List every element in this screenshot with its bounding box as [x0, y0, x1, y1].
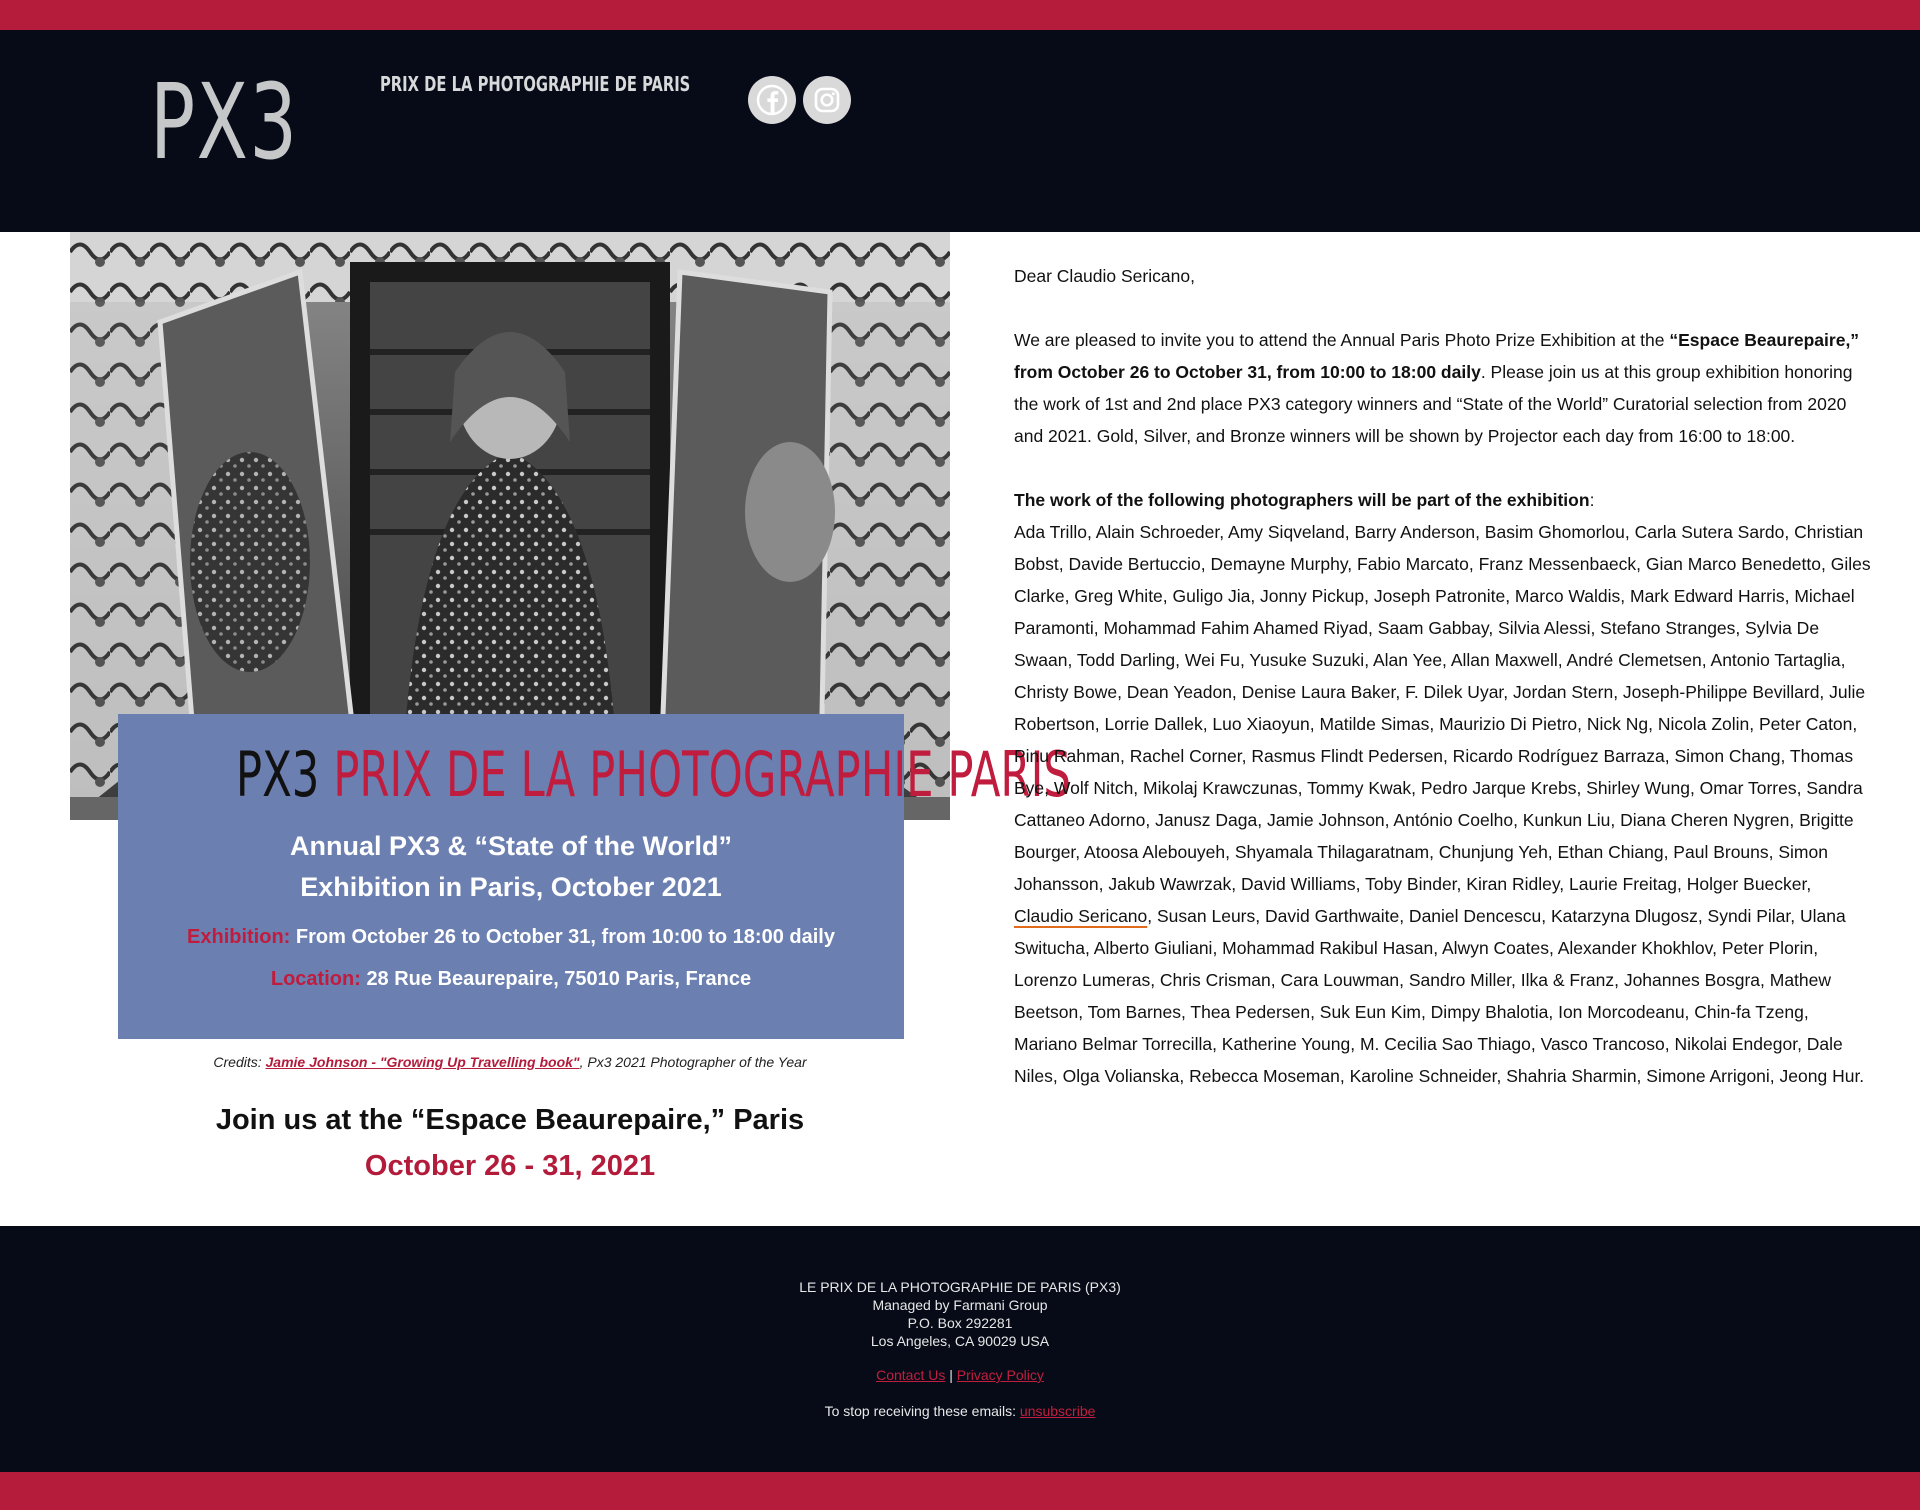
letter-greeting: Dear Claudio Sericano,	[1014, 266, 1195, 286]
footer-address	[0, 1278, 1920, 1350]
exhibition-label: Exhibition:	[187, 926, 291, 948]
instagram-icon[interactable]	[803, 76, 851, 124]
intro-before: We are pleased to invite you to attend the Annual Paris Photo Prize Exhibition at the	[1014, 330, 1670, 350]
footer-managed-by: Managed by Farmani Group	[872, 1297, 1048, 1313]
banner-subtitle-line1: Annual PX3 & “State of the World”	[289, 831, 733, 861]
intro-after: . Please join us at this group exhibition honoring the work of 1st and 2nd place PX3 category winners and “State of the World” Curatorial selection from 2020 and 2021. Gold, Silver, and Bronze winners will be shown by Projector each day from 16:00 to 18:00.	[1014, 362, 1853, 446]
footer-city: Los Angeles, CA 90029 USA	[870, 1333, 1050, 1349]
credits-suffix: , Px3 2021 Photographer of the Year	[579, 1054, 807, 1070]
list-colon: :	[1589, 490, 1595, 510]
email-header	[0, 30, 1920, 232]
photo-credits	[0, 1054, 1020, 1070]
location-label: Location:	[270, 968, 361, 990]
join-dates: October 26 - 31, 2021	[364, 1150, 656, 1182]
footer-links	[0, 1366, 1920, 1384]
unsubscribe-text: To stop receiving these emails:	[824, 1403, 1020, 1419]
footer-org-name: LE PRIX DE LA PHOTOGRAPHIE DE PARIS (PX3)	[799, 1279, 1121, 1295]
unsubscribe-line	[0, 1402, 1920, 1420]
names-after: , Susan Leurs, David Garthwaite, Daniel Dencescu, Katarzyna Dlugosz, Syndi Pilar, Ulana Switucha, Alberto Giuliani, Mohammad Rakibul Hasan, Alwyn Coates, Alexander Khokhlov, Peter Plorin, Lorenzo Lumeras, Chris Crisman, Cara Louwman, Sandro Miller, Ilka & Franz, Johannes Bosgra, Mathew Beetson, Tom Barnes, Thea Pedersen, Suk Eun Kim, Dimpy Bhalotia, Ion Morcodeanu, Chin-fa Tzeng, Mariano Belmar Torrecilla, Katherine Young, M. Cecilia Sao Thiago, Vasco Trancoso, Nikolai Endegor, Dale Niles, Olga Volianska, Rebecca Moseman, Karoline Schneider, Shahria Sharmin, Simone Arrigoni, Jeong Hur.	[1014, 906, 1865, 1086]
footer-separator: |	[949, 1367, 953, 1383]
bottom-accent-bar	[0, 1472, 1920, 1510]
unsubscribe-link[interactable]: unsubscribe	[1019, 1403, 1096, 1419]
exhibition-banner	[118, 714, 1071, 1039]
photographers-list	[1014, 516, 1874, 1092]
header-tagline: PRIX DE LA PHOTOGRAPHIE DE PARIS	[380, 72, 691, 96]
banner-location-line	[118, 968, 904, 991]
privacy-policy-link[interactable]: Privacy Policy	[956, 1367, 1044, 1383]
banner-title-px3: PX3	[235, 738, 320, 811]
exhibition-text: From October 26 to October 31, from 10:00 to 18:00 daily	[295, 926, 835, 948]
invitation-letter	[1014, 260, 1874, 1092]
email-footer	[0, 1226, 1920, 1472]
banner-subtitle-line2: Exhibition in Paris, October 2021	[300, 872, 722, 902]
top-accent-bar	[0, 0, 1920, 30]
banner-subtitle	[118, 826, 904, 908]
footer-po-box: P.O. Box 292281	[907, 1315, 1013, 1331]
banner-exhibition-line	[118, 926, 904, 949]
location-text: 28 Rue Beaurepaire, 75010 Paris, France	[366, 968, 752, 990]
px3-logo[interactable]: PX3	[150, 61, 299, 183]
photographers-heading	[1014, 484, 1874, 516]
facebook-icon[interactable]	[748, 76, 796, 124]
banner-title-rest: PRIX DE LA PHOTOGRAPHIE PARIS	[333, 738, 1071, 811]
intro-bold: “Espace Beaurepaire,” from October 26 to October 31, from 10:00 to 18:00 daily	[1014, 330, 1860, 382]
banner-title	[235, 738, 1071, 811]
highlighted-name: Claudio Sericano	[1014, 906, 1148, 926]
join-headline: Join us at the “Espace Beaurepaire,” Paris	[215, 1104, 805, 1136]
credits-link[interactable]: Jamie Johnson - "Growing Up Travelling book"	[265, 1054, 580, 1070]
letter-intro	[1014, 324, 1874, 452]
names-before: Ada Trillo, Alain Schroeder, Amy Siqveland, Barry Anderson, Basim Ghomorlou, Carla Sutera Sardo, Christian Bobst, Davide Bertuccio, Demayne Murphy, Fabio Marcato, Franz Messenbaeck, Gian Marco Benedetto, Giles Clarke, Greg White, Guligo Jia, Jonny Pickup, Joseph Patronite, Marco Waldis, Mark Edward Harris, Michael Paramonti, Mohammad Fahim Ahamed Riyad, Saam Gabbay, Silvia Alessi, Stefano Stranges, Sylvia De Swaan, Todd Darling, Wei Fu, Yusuke Suzuki, Alan Yee, Allan Maxwell, André Clemetsen, Antonio Tartaglia, Christy Bowe, Dean Yeadon, Denise Laura Baker, F. Dilek Uyar, Jordan Stern, Joseph-Philippe Bevillard, Julie Robertson, Lorrie Dallek, Luo Xiaoyun, Matilde Simas, Maurizio Di Pietro, Nick Ng, Nicola Zolin, Peter Caton, Pinu Rahman, Rachel Corner, Rasmus Flindt Pedersen, Ricardo Rodríguez Barraza, Simon Chang, Thomas Bye, Wolf Nitch, Mikolaj Krawczunas, Tommy Kwak, Pedro Jarque Krebs, Shirley Wung, Omar Torres, Sandra Cattaneo Adorno, Janusz Daga, Jamie Johnson, António Coelho, Kunkun Liu, Diana Cheren Nygren, Brigitte Bourger, Atoosa Alebouyeh, Shyamala Thilagaratnam, Chunjung Yeh, Ethan Chiang, Paul Brouns, Simon Johansson, Jakub Wawrzak, David Williams, Toby Binder, Kiran Ridley, Laurie Freitag, Holger Buecker,	[1014, 522, 1871, 894]
contact-us-link[interactable]: Contact Us	[876, 1367, 946, 1383]
credits-prefix: Credits:	[213, 1054, 266, 1070]
list-heading: The work of the following photographers will be part of the exhibition	[1014, 490, 1590, 510]
